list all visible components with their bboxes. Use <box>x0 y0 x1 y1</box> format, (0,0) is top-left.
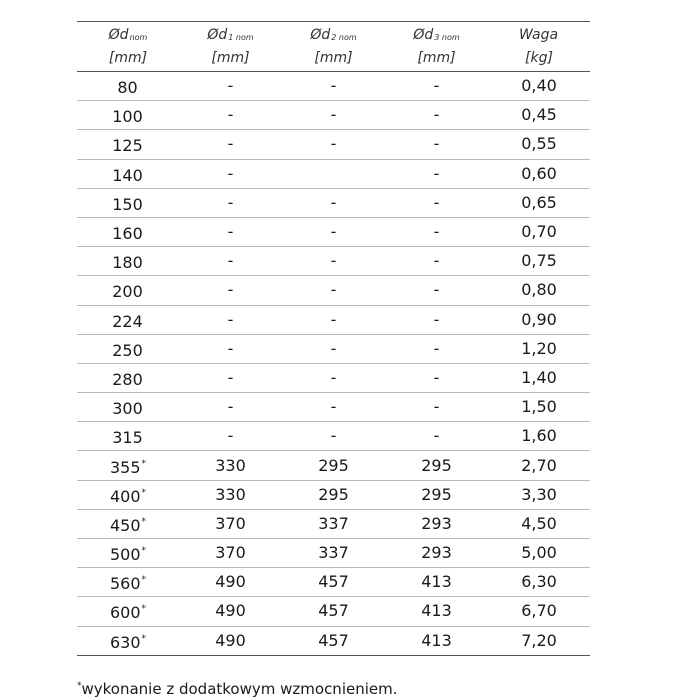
cell-value: - <box>227 367 234 387</box>
cell-value: - <box>433 280 440 300</box>
cell-diameter-3 <box>385 568 488 597</box>
table-row <box>77 305 590 334</box>
footnote <box>77 677 398 698</box>
cell-value: 1,40 <box>521 367 557 387</box>
cell-diameter-nominal <box>77 188 179 217</box>
cell-value: 337 <box>318 513 349 533</box>
table-row <box>77 626 590 655</box>
cell-diameter-3 <box>385 72 488 101</box>
cell-diameter-nominal <box>77 539 179 568</box>
cell-diameter-1 <box>179 130 282 159</box>
cell-diameter-1 <box>179 422 282 451</box>
cell-value: - <box>330 222 337 242</box>
header-diameter-2 <box>282 22 385 72</box>
cell-weight <box>488 72 590 101</box>
cell-value: - <box>330 76 337 96</box>
cell-diameter-nominal <box>77 363 179 392</box>
cell-diameter-2 <box>282 101 385 130</box>
cell-diameter-2 <box>282 509 385 538</box>
cell-value: 457 <box>318 630 349 650</box>
cell-diameter-nominal <box>77 276 179 305</box>
cell-value: - <box>433 251 440 271</box>
cell-value: - <box>433 309 440 329</box>
cell-value: 370 <box>215 543 246 563</box>
header-diameter-1 <box>179 22 282 72</box>
cell-diameter-1 <box>179 305 282 334</box>
cell-value: - <box>227 76 234 96</box>
cell-diameter-2 <box>282 422 385 451</box>
cell-diameter-3 <box>385 626 488 655</box>
header-unit: [mm] <box>417 50 456 66</box>
reinforced-mark: * <box>141 516 147 527</box>
cell-diameter-3 <box>385 247 488 276</box>
table-body <box>77 72 590 656</box>
cell-diameter-3 <box>385 539 488 568</box>
cell-value: 330 <box>215 484 246 504</box>
cell-value: - <box>433 192 440 212</box>
cell-diameter-1 <box>179 217 282 246</box>
cell-value: 150 <box>112 194 143 214</box>
cell-value: - <box>330 192 337 212</box>
cell-diameter-3 <box>385 159 488 188</box>
cell-value: 180 <box>112 253 143 273</box>
cell-value: - <box>433 105 440 125</box>
cell-value: - <box>433 338 440 358</box>
cell-diameter-1 <box>179 188 282 217</box>
cell-diameter-3 <box>385 509 488 538</box>
cell-value: - <box>330 280 337 300</box>
cell-diameter-1 <box>179 509 282 538</box>
header-unit: [mm] <box>108 50 148 66</box>
cell-diameter-nominal <box>77 130 179 159</box>
cell-weight <box>488 597 590 626</box>
cell-value: 457 <box>318 601 349 621</box>
cell-value: 490 <box>215 572 246 592</box>
cell-diameter-nominal <box>77 480 179 509</box>
cell-value: - <box>433 76 440 96</box>
cell-diameter-1 <box>179 597 282 626</box>
cell-diameter-1 <box>179 247 282 276</box>
cell-diameter-2 <box>282 568 385 597</box>
cell-value: - <box>330 426 337 446</box>
cell-value: 0,80 <box>521 280 557 300</box>
cell-weight <box>488 101 590 130</box>
cell-value: 160 <box>112 224 143 244</box>
header-sub: 1 nom <box>228 33 254 42</box>
cell-value: - <box>433 222 440 242</box>
cell-diameter-2 <box>282 597 385 626</box>
cell-diameter-1 <box>179 393 282 422</box>
header-main: Ød <box>310 27 331 43</box>
cell-diameter-1 <box>179 334 282 363</box>
cell-value: 300 <box>112 399 143 419</box>
cell-diameter-2 <box>282 159 385 188</box>
table-row <box>77 217 590 246</box>
cell-value: 457 <box>318 572 349 592</box>
cell-diameter-nominal <box>77 509 179 538</box>
cell-value: 0,90 <box>521 309 557 329</box>
cell-diameter-3 <box>385 451 488 480</box>
cell-value: 295 <box>421 484 452 504</box>
cell-diameter-2 <box>282 393 385 422</box>
cell-diameter-3 <box>385 217 488 246</box>
cell-diameter-1 <box>179 626 282 655</box>
cell-value: 5,00 <box>521 543 557 563</box>
cell-value: 6,30 <box>521 572 557 592</box>
cell-value: 125 <box>112 136 143 156</box>
cell-diameter-1 <box>179 159 282 188</box>
cell-diameter-1 <box>179 480 282 509</box>
cell-weight <box>488 626 590 655</box>
cell-value: 500 <box>109 545 141 565</box>
cell-diameter-nominal <box>77 451 179 480</box>
cell-value: 490 <box>215 630 246 650</box>
cell-value: 490 <box>215 601 246 621</box>
header-diameter-3 <box>385 22 488 72</box>
cell-value: 630 <box>109 632 141 652</box>
cell-diameter-nominal <box>77 568 179 597</box>
cell-diameter-1 <box>179 568 282 597</box>
cell-diameter-1 <box>179 363 282 392</box>
cell-diameter-2 <box>282 626 385 655</box>
cell-value: 80 <box>117 78 138 98</box>
cell-weight <box>488 217 590 246</box>
cell-value: 140 <box>112 165 143 185</box>
cell-value: - <box>227 192 234 212</box>
table-row <box>77 597 590 626</box>
cell-value: 600 <box>109 603 141 623</box>
cell-diameter-3 <box>385 334 488 363</box>
table-row <box>77 363 590 392</box>
cell-value: 450 <box>109 515 141 535</box>
cell-diameter-3 <box>385 130 488 159</box>
header-diameter-nominal <box>77 22 179 72</box>
table-row <box>77 130 590 159</box>
cell-value: 3,30 <box>521 484 557 504</box>
cell-diameter-2 <box>282 480 385 509</box>
spec-table-container <box>77 21 590 656</box>
cell-weight <box>488 363 590 392</box>
cell-diameter-1 <box>179 101 282 130</box>
header-main: Waga <box>518 27 559 43</box>
cell-value: 0,55 <box>521 134 557 154</box>
cell-diameter-2 <box>282 451 385 480</box>
cell-value: - <box>227 105 234 125</box>
cell-value: - <box>330 309 337 329</box>
cell-value: - <box>227 426 234 446</box>
table-row <box>77 480 590 509</box>
cell-weight <box>488 422 590 451</box>
cell-value: 413 <box>421 601 452 621</box>
cell-diameter-nominal <box>77 422 179 451</box>
reinforced-mark: * <box>141 487 147 498</box>
cell-diameter-nominal <box>77 393 179 422</box>
cell-value: - <box>433 397 440 417</box>
cell-weight <box>488 509 590 538</box>
cell-value: 560 <box>109 574 141 594</box>
cell-value: 1,60 <box>521 426 557 446</box>
cell-value: 1,50 <box>521 397 557 417</box>
table-row <box>77 276 590 305</box>
cell-value: 355 <box>109 457 141 477</box>
cell-weight <box>488 480 590 509</box>
cell-diameter-3 <box>385 188 488 217</box>
reinforced-mark: * <box>141 458 147 469</box>
cell-weight <box>488 539 590 568</box>
cell-diameter-nominal <box>77 72 179 101</box>
cell-diameter-2 <box>282 72 385 101</box>
cell-value: 400 <box>109 486 141 506</box>
cell-value: 295 <box>318 455 349 475</box>
cell-weight <box>488 188 590 217</box>
cell-weight <box>488 568 590 597</box>
cell-weight <box>488 247 590 276</box>
cell-value: - <box>330 338 337 358</box>
cell-weight <box>488 305 590 334</box>
cell-value: - <box>227 338 234 358</box>
header-unit: [mm] <box>211 50 250 66</box>
cell-diameter-3 <box>385 597 488 626</box>
cell-value: 0,45 <box>521 105 557 125</box>
footnote-mark: * <box>77 681 82 691</box>
header-main: Ød <box>108 27 129 43</box>
reinforced-mark: * <box>141 604 147 615</box>
cell-diameter-nominal <box>77 626 179 655</box>
cell-value: 4,50 <box>521 513 557 533</box>
table-row <box>77 451 590 480</box>
cell-weight <box>488 393 590 422</box>
header-unit: [mm] <box>314 50 353 66</box>
cell-value: - <box>227 134 234 154</box>
cell-diameter-2 <box>282 539 385 568</box>
table-row <box>77 159 590 188</box>
header-main: Ød <box>413 27 434 43</box>
cell-value: 293 <box>421 543 452 563</box>
cell-diameter-1 <box>179 72 282 101</box>
cell-diameter-2 <box>282 188 385 217</box>
cell-diameter-3 <box>385 276 488 305</box>
cell-diameter-3 <box>385 393 488 422</box>
table-row <box>77 101 590 130</box>
header-sub: nom <box>129 33 148 42</box>
cell-diameter-2 <box>282 334 385 363</box>
cell-value: - <box>433 367 440 387</box>
table-row <box>77 393 590 422</box>
header-unit: [kg] <box>525 50 553 66</box>
cell-diameter-nominal <box>77 101 179 130</box>
cell-value: 200 <box>112 282 143 302</box>
cell-value: 370 <box>215 513 246 533</box>
header-sub: 3 nom <box>434 33 460 42</box>
cell-value: 330 <box>215 455 246 475</box>
cell-value: 224 <box>112 311 143 331</box>
cell-diameter-2 <box>282 217 385 246</box>
cell-diameter-2 <box>282 363 385 392</box>
cell-value: 250 <box>112 340 143 360</box>
reinforced-mark: * <box>141 575 147 586</box>
cell-weight <box>488 276 590 305</box>
reinforced-mark: * <box>141 633 147 644</box>
cell-diameter-1 <box>179 276 282 305</box>
cell-diameter-3 <box>385 363 488 392</box>
cell-value: 0,60 <box>521 163 557 183</box>
table-header <box>77 22 590 72</box>
table-row <box>77 247 590 276</box>
cell-value: - <box>227 251 234 271</box>
table-row <box>77 334 590 363</box>
cell-value: - <box>330 367 337 387</box>
cell-diameter-1 <box>179 451 282 480</box>
table-row <box>77 509 590 538</box>
cell-diameter-nominal <box>77 247 179 276</box>
cell-value: - <box>227 222 234 242</box>
reinforced-mark: * <box>141 546 147 557</box>
table-row <box>77 188 590 217</box>
header-weight <box>488 22 590 72</box>
cell-diameter-1 <box>179 539 282 568</box>
cell-value: - <box>330 397 337 417</box>
cell-value: 0,70 <box>521 222 557 242</box>
spec-table <box>77 22 590 656</box>
cell-value: 295 <box>421 455 452 475</box>
cell-diameter-3 <box>385 480 488 509</box>
cell-weight <box>488 159 590 188</box>
cell-value: - <box>227 397 234 417</box>
cell-value: - <box>330 134 337 154</box>
cell-value: 100 <box>112 107 143 127</box>
cell-value: - <box>433 163 440 183</box>
cell-value: 337 <box>318 543 349 563</box>
cell-diameter-2 <box>282 305 385 334</box>
cell-value: 280 <box>112 369 143 389</box>
cell-value: 7,20 <box>521 630 557 650</box>
cell-value: - <box>227 163 234 183</box>
cell-value: 413 <box>421 630 452 650</box>
footnote-text: wykonanie z dodatkowym wzmocnieniem. <box>81 680 398 698</box>
cell-value: - <box>330 105 337 125</box>
cell-diameter-nominal <box>77 334 179 363</box>
table-row <box>77 539 590 568</box>
cell-value: 6,70 <box>521 601 557 621</box>
cell-diameter-3 <box>385 101 488 130</box>
cell-diameter-nominal <box>77 305 179 334</box>
cell-diameter-3 <box>385 305 488 334</box>
table-row <box>77 422 590 451</box>
header-row <box>77 22 590 72</box>
header-main: Ød <box>207 27 228 43</box>
cell-value: 315 <box>112 428 143 448</box>
cell-value: 293 <box>421 513 452 533</box>
table-row <box>77 72 590 101</box>
cell-diameter-nominal <box>77 217 179 246</box>
cell-weight <box>488 451 590 480</box>
cell-value: - <box>433 426 440 446</box>
cell-value: 0,75 <box>521 251 557 271</box>
cell-diameter-2 <box>282 247 385 276</box>
cell-diameter-nominal <box>77 597 179 626</box>
cell-value: 2,70 <box>521 455 557 475</box>
cell-diameter-3 <box>385 422 488 451</box>
cell-value: 295 <box>318 484 349 504</box>
cell-diameter-2 <box>282 276 385 305</box>
cell-weight <box>488 130 590 159</box>
cell-weight <box>488 334 590 363</box>
cell-value: - <box>433 134 440 154</box>
cell-diameter-nominal <box>77 159 179 188</box>
cell-value: 1,20 <box>521 338 557 358</box>
header-sub: 2 nom <box>331 33 357 42</box>
cell-value: - <box>330 251 337 271</box>
cell-value: 413 <box>421 572 452 592</box>
table-row <box>77 568 590 597</box>
cell-value: 0,40 <box>521 76 557 96</box>
cell-value: - <box>227 280 234 300</box>
cell-diameter-2 <box>282 130 385 159</box>
cell-value: - <box>227 309 234 329</box>
cell-value: 0,65 <box>521 192 557 212</box>
